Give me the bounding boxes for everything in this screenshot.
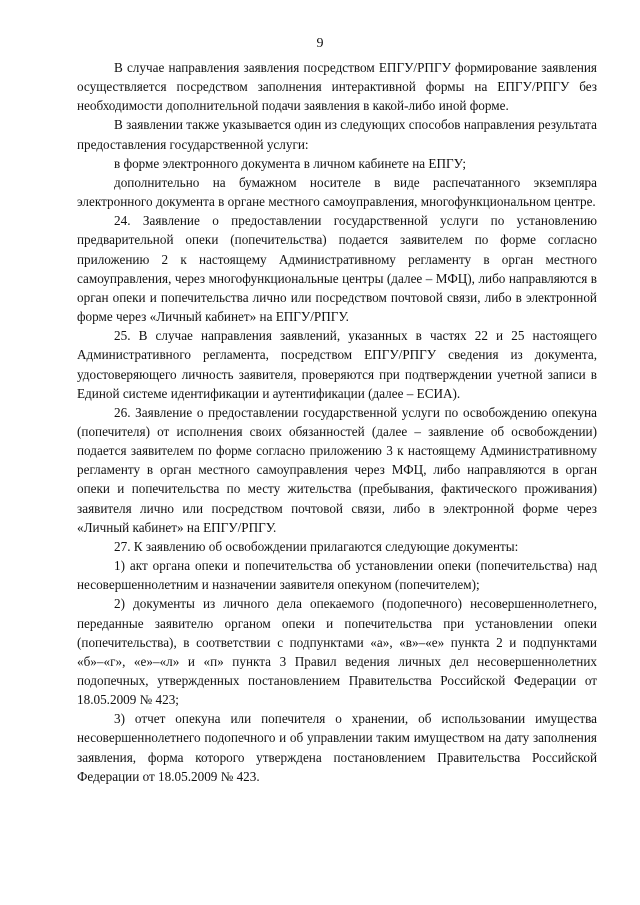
paragraph-doc-3: 3) отчет опекуна или попечителя о хранении, об использовании имущества несовершеннолетнего подопечного и об управлении таким имуществом на дату заполнения заявления, форма которого утверждена постановлением Правительства Российской Федерации от 18.05.2009 № 423.	[77, 711, 597, 784]
page-number: 9	[316, 36, 324, 51]
paragraph-doc-1: 1) акт органа опеки и попечительства об установлении опеки (попечительства) над несовершеннолетним и назначении заявителя опекуном (попечителем);	[77, 558, 597, 593]
paragraph-item-25: 25. В случае направления заявлений, указанных в частях 22 и 25 настоящего Административного регламента, посредством ЕПГУ/РПГУ сведения из документа, удостоверяющего личность заявителя, проверяются при подтверждении учетной записи в Единой системе идентификации и аутентификации (далее – ЕСИА).	[77, 328, 597, 401]
paragraph-epgu-submission: В случае направления заявления посредством ЕПГУ/РПГУ формирование заявления осуществляется посредством заполнения интерактивной формы на ЕПГУ/РПГУ без необходимости дополнительной подачи заявления в какой-либо иной форме.	[77, 60, 597, 114]
paragraph-item-24: 24. Заявление о предоставлении государственной услуги по установлению предварительной опеки (попечительства) подается заявителем по форме согласно приложению 2 к настоящему Административному регламенту в орган местного самоуправления, через многофункциональные центры (далее – МФЦ), либо направляются в орган опеки и попечительства лично или посредством почтовой связи, либо в электронной форме через «Личный кабинет» на ЕПГУ/РПГУ.	[77, 213, 597, 325]
paragraph-item-27: 27. К заявлению об освобождении прилагаются следующие документы:	[114, 538, 519, 554]
document-body	[77, 58, 597, 786]
paragraph-item-26: 26. Заявление о предоставлении государственной услуги по освобождению опекуна (попечителя) от исполнения своих обязанностей (далее – заявление об освобождении) подается заявителем по форме согласно приложению 3 к настоящему Административному регламенту в орган местного самоуправления через МФЦ, либо направляются в орган опеки и попечительства по месту жительства (пребывания, фактического проживания) заявителя лично или посредством почтовой связи, либо в электронной форме через «Личный кабинет» на ЕПГУ/РПГУ.	[77, 404, 597, 535]
paragraph-method-electronic: в форме электронного документа в личном кабинете на ЕПГУ;	[114, 155, 467, 171]
paragraph-doc-2: 2) документы из личного дела опекаемого (подопечного) несовершеннолетнего, переданные заявителю органом опеки и попечительства при установлении опеки (попечительства), в соответствии с подпунктами «а», «в»–«е» пункта 2 и подпунктами «б»–«г», «е»–«л» и «п» пункта 3 Правил ведения личных дел несовершеннолетних подопечных, утвержденных постановлением Правительства Российской Федерации от 18.05.2009 № 423;	[77, 596, 597, 708]
paragraph-method-paper: дополнительно на бумажном носителе в виде распечатанного экземпляра электронного документа в органе местного самоуправления, многофункциональном центре.	[77, 174, 597, 210]
paragraph-result-methods: В заявлении также указывается один из следующих способов направления результата предоставления государственной услуги:	[77, 117, 597, 152]
